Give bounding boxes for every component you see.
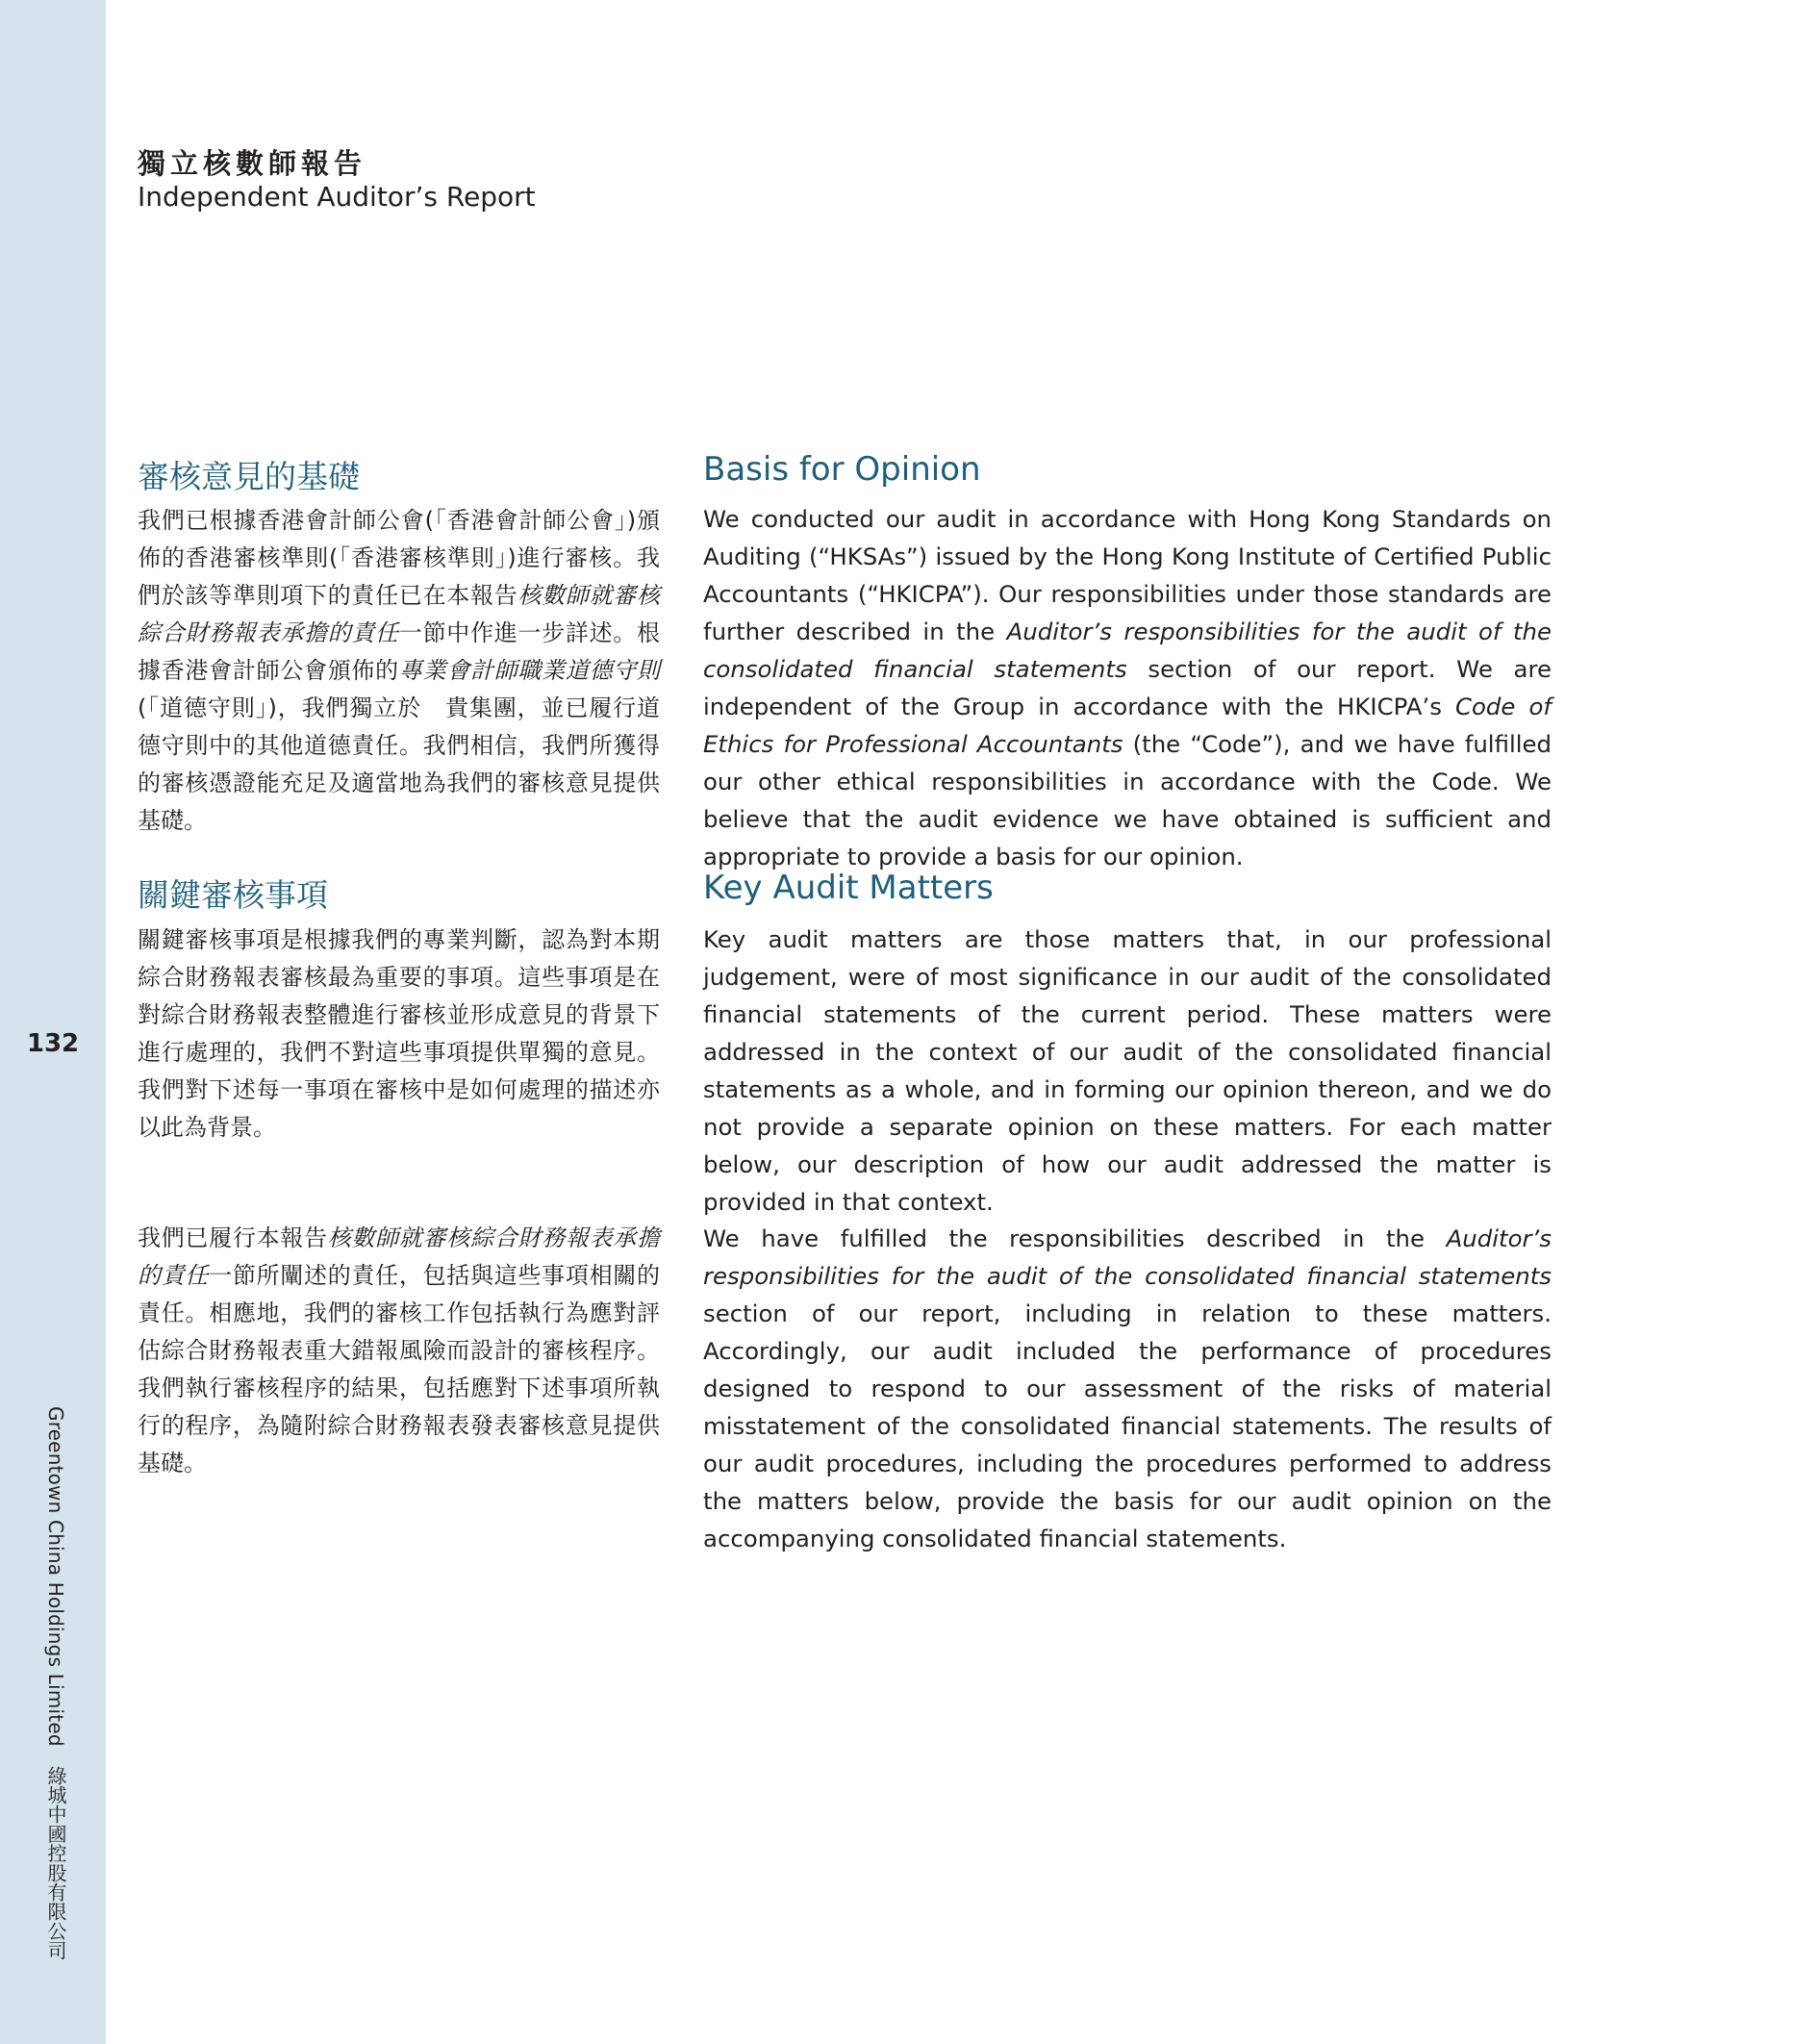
kam-paragraph-zh: 關鍵審核事項是根據我們的專業判斷，認為對本期綜合財務報表審核最為重要的事項。這些事項是在對綜合財務報表整體進行審核並形成意見的背景下進行處理的，我們不對這些事項提供單獨的意見。我們對下述每一事項在審核中是如何處理的描述亦以此為背景。 bbox=[138, 926, 660, 1141]
kam-paragraph-en: Key audit matters are those matters that, in our professional judgement, were of most significance in our audit of the consolidated financial statements of the current period. These matters were addressed in the context of our audit of the consolidated financial statements as a whole, and in forming our opinion thereon, and we do not provide a separate opinion on these matters. For each matter below, our description of how our audit addressed the matter is provided in that context. bbox=[703, 925, 1552, 1216]
resp-zh-italic-1: 核數師就審核綜合財務報表承擔的責任 bbox=[138, 1224, 661, 1289]
basis-en-text-1: We conducted our audit in accordance with Hong Kong Standards on Auditing (“HKSAs”) issued by the Hong Kong Institute of Certified Public Accountants (“HKICPA”). Our responsibilities under those standards are further described in the bbox=[703, 505, 1552, 645]
report-title-zh: 獨立核數師報告 bbox=[138, 147, 367, 180]
basis-paragraph-en bbox=[703, 500, 1552, 875]
basis-heading-zh: 審核意見的基礎 bbox=[138, 458, 360, 495]
basis-en-italic-2: Code of Ethics for Professional Accountants bbox=[703, 693, 1552, 758]
responsibilities-paragraph-en bbox=[703, 1220, 1552, 1557]
resp-en-text-1: We have fulfilled the responsibilities described in the bbox=[703, 1224, 1447, 1252]
company-name-zh: 綠城中國控股有限公司 bbox=[44, 1765, 67, 1960]
resp-zh-text-1: 我們已履行本報告 bbox=[138, 1224, 328, 1251]
basis-en-text-3: (the “Code”), and we have fulfilled our other ethical responsibilities in accordance with the Code. We believe that the audit evidence we have obtained is sufficient and appropriate to provide a basis for our opinion. bbox=[703, 730, 1552, 871]
kam-heading-zh: 關鍵審核事項 bbox=[138, 876, 328, 914]
basis-zh-italic-1: 核數師就審核綜合財務報表承擔的責任 bbox=[138, 582, 661, 646]
basis-zh-text-1: 我們已根據香港會計師公會(「香港會計師公會」)頒佈的香港審核準則(「香港審核準則」)進行審核。我們於該等準則項下的責任已在本報告 bbox=[138, 507, 660, 609]
basis-zh-text-3: (「道德守則」)，我們獨立於 貴集團，並已履行道德守則中的其他道德責任。我們相信，我們所獲得的審核憑證能充足及適當地為我們的審核意見提供基礎。 bbox=[138, 694, 660, 834]
page-number: 132 bbox=[26, 1029, 80, 1058]
responsibilities-paragraph-zh bbox=[138, 1220, 660, 1482]
company-name-vertical bbox=[42, 1406, 70, 1960]
basis-en-italic-1: Auditor’s responsibilities for the audit of the consolidated financial statements bbox=[703, 618, 1552, 683]
basis-heading-en: Basis for Opinion bbox=[703, 450, 981, 489]
basis-en-text-2: section of our report. We are independent of the Group in accordance with the HKICPA’s bbox=[703, 655, 1552, 720]
resp-en-italic-1: Auditor’s responsibilities for the audit of the consolidated financial statements bbox=[703, 1224, 1552, 1290]
basis-zh-text-2: 一節中作進一步詳述。根據香港會計師公會頒佈的 bbox=[138, 619, 661, 684]
report-title-en: Independent Auditor’s Report bbox=[138, 181, 536, 213]
resp-en-text-2: section of our report, including in relation to these matters. Accordingly, our audit included the performance of procedures designed to respond to our assessment of the risks of material misstatement of the consolidated financial statements. The results of our audit procedures, including the procedures performed to address the matters below, provide the basis for our audit opinion on the accompanying consolidated financial statements. bbox=[703, 1300, 1552, 1552]
basis-paragraph-zh bbox=[138, 502, 660, 840]
resp-zh-text-2: 一節所闡述的責任，包括與這些事項相關的責任。相應地，我們的審核工作包括執行為應對評估綜合財務報表重大錯報風險而設計的審核程序。我們執行審核程序的結果，包括應對下述事項所執行的程序，為隨附綜合財務報表發表審核意見提供基礎。 bbox=[138, 1262, 661, 1476]
kam-heading-en: Key Audit Matters bbox=[703, 869, 994, 907]
basis-zh-italic-2: 專業會計師職業道德守則 bbox=[398, 657, 661, 684]
company-name-en: Greentown China Holdings Limited bbox=[44, 1406, 67, 1747]
